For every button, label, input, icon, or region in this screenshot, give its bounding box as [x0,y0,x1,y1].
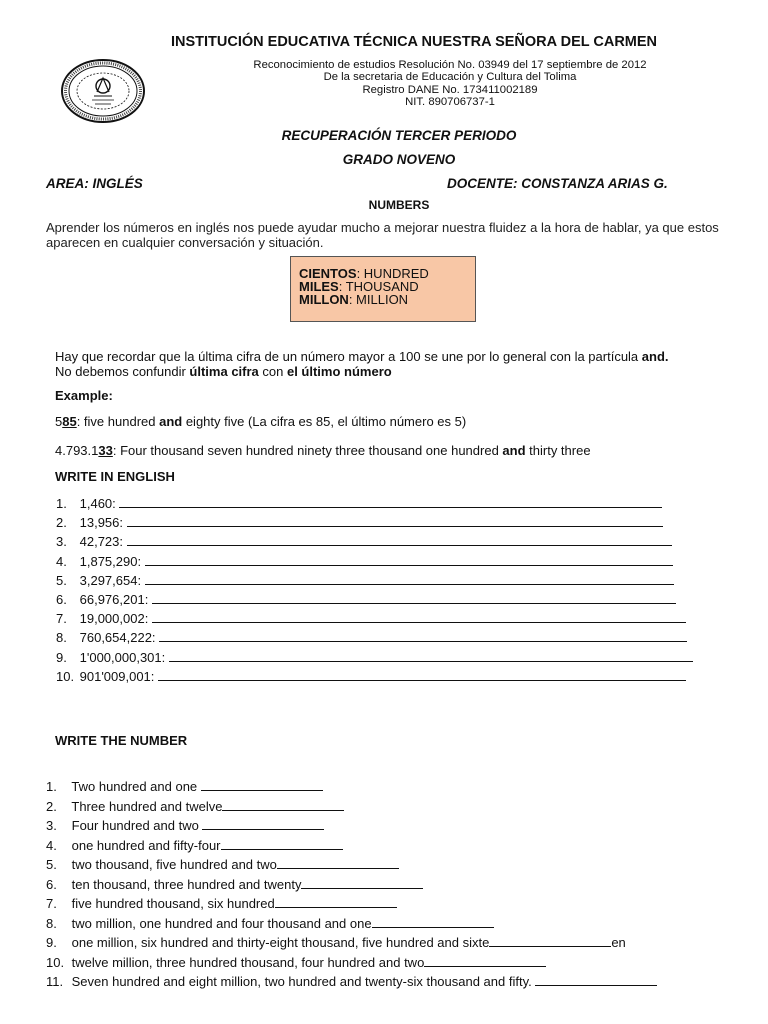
school-seal-icon [60,58,146,124]
rule-note [55,349,669,379]
list-item: 4. one hundred and fifty-four [46,838,657,858]
institution-title: INSTITUCIÓN EDUCATIVA TÉCNICA NUESTRA SEÑORA DEL CARMEN [170,34,658,50]
list-item: 3. 42,723: [56,534,693,553]
list-item: 5. 3,297,654: [56,573,693,592]
answer-line[interactable] [424,956,546,967]
write-number-heading: WRITE THE NUMBER [55,733,188,748]
answer-line[interactable] [202,819,324,830]
answer-line[interactable] [127,535,672,546]
list-item: 2. Three hundred and twelve [46,799,657,819]
vocab-term: MILES [299,279,339,294]
header-line: De la secretaria de Educación y Cultura del Tolima [323,71,577,84]
answer-line[interactable] [145,555,673,566]
header-line: Reconocimiento de estudios Resolución No. 03949 del 17 septiembre de 2012 [253,59,647,71]
answer-line[interactable] [222,800,344,811]
intro-paragraph: Aprender los números en inglés nos puede ayudar mucho a mejorar nuestra fluidez a la hora de hablar, ya que estos aparecen en cualquier conversación y situación. [46,220,719,250]
list-item: 1. 1,460: [56,496,693,515]
note-text: Hay que recordar que la última cifra de un número mayor a 100 se une por lo general con la partícula [55,349,642,364]
vocab-translation: : HUNDRED [356,266,429,281]
answer-line[interactable] [489,936,611,947]
answer-line[interactable] [301,878,423,889]
list-item: 7. five hundred thousand, six hundred [46,896,657,916]
note-bold: el último número [286,364,392,379]
topic-heading: NUMBERS [368,198,430,212]
answer-line[interactable] [169,651,693,662]
list-item: 6. 66,976,201: [56,592,693,611]
example-1: 585: five hundred and eighty five (La cifra es 85, el último número es 5) [55,414,467,429]
note-text: con [258,364,287,379]
list-item: 1. Two hundred and one [46,779,657,799]
list-item: 5. two thousand, five hundred and two [46,857,657,877]
note-text: No debemos confundir [55,364,190,379]
header-line: Registro DANE No. 173411002189 [362,83,538,96]
answer-line[interactable] [201,780,323,791]
vocab-translation: : THOUSAND [338,279,419,294]
grade-title: GRADO NOVENO [342,152,456,167]
list-item: 4. 1,875,290: [56,554,693,573]
answer-line[interactable] [119,497,662,508]
list-item: 8. two million, one hundred and four thousand and one [46,916,657,936]
list-item: 8. 760,654,222: [56,630,693,649]
list-item: 9. one million, six hundred and thirty-eight thousand, five hundred and sixte en [46,935,626,950]
answer-line[interactable] [535,975,657,986]
vocab-term: CIENTOS [299,266,357,281]
recovery-title: RECUPERACIÓN TERCER PERIODO [281,128,517,143]
vocab-term: MILLON [299,292,349,307]
answer-line[interactable] [152,593,676,604]
answer-line[interactable] [277,858,399,869]
write-english-heading: WRITE IN ENGLISH [55,469,175,484]
answer-line[interactable] [159,631,687,642]
answer-line[interactable] [372,917,494,928]
note-bold: última cifra [189,364,259,379]
list-item: 10. 901'009,001: [56,669,693,688]
answer-line[interactable] [158,670,686,681]
list-item: 3. Four hundred and two [46,818,657,838]
example-2: 4.793.133: Four thousand seven hundred ninety three thousand one hundred and thirty three [55,443,591,458]
area-label: AREA: INGLÉS [46,176,143,191]
vocab-row [299,293,467,306]
list-item: 9. 1'000,000,301: [56,650,693,669]
answer-line[interactable] [152,612,686,623]
list-item: 7. 19,000,002: [56,611,693,630]
note-bold: and. [641,349,669,364]
answer-line[interactable] [221,839,343,850]
list-item: 11. Seven hundred and eight million, two hundred and twenty-six thousand and fifty. [46,974,657,994]
list-item: 10. twelve million, three hundred thousand, four hundred and two [46,955,657,975]
list-item: 2. 13,956: [56,515,693,534]
header-info [210,59,690,109]
vocab-translation: : MILLION [348,292,409,307]
write-number-list [46,779,657,994]
write-english-list [56,496,693,688]
vocabulary-box [290,256,476,322]
example-label: Example: [55,388,113,403]
list-item: 6. ten thousand, three hundred and twenty [46,877,657,897]
answer-line[interactable] [145,574,674,585]
header-line: NIT. 890706737-1 [405,96,495,109]
teacher-label: DOCENTE: CONSTANZA ARIAS G. [447,176,668,191]
answer-line[interactable] [127,516,663,527]
answer-line[interactable] [275,897,397,908]
